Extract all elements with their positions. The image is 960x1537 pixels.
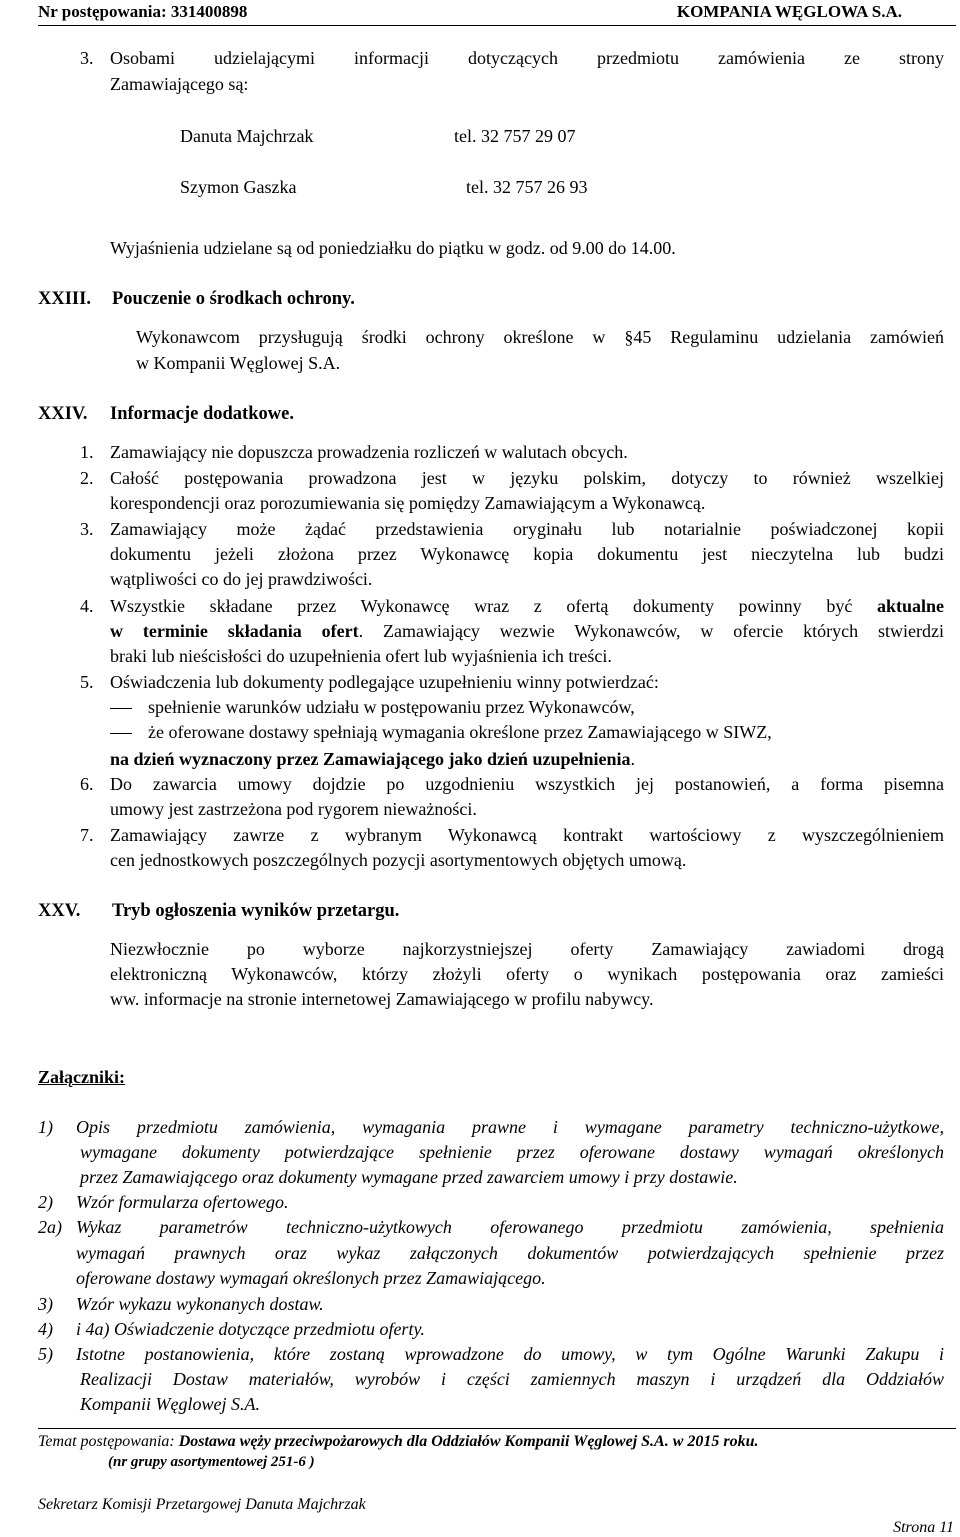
attachment-text: przez Zamawiającego oraz dokumenty wymagane przed zawarciem umowy i przy dostawie. <box>80 1167 738 1187</box>
item4-line2-text: . Zamawiający wezwie Wykonawców, w ofercie których stwierdzi <box>358 621 944 641</box>
sec23-line1: Wykonawcom przysługują środki ochrony określone w §45 Regulaminu udzielania zamówień <box>136 327 944 347</box>
attachment-number: 1) <box>38 1117 53 1137</box>
attachments-heading: Załączniki: <box>38 1067 126 1087</box>
item6-line2: umowy jest zastrzeżona pod rygorem nieważności. <box>110 799 477 819</box>
attachment-text: Wzór wykazu wykonanych dostaw. <box>76 1294 324 1314</box>
footer-group: (nr grupy asortymentowej 251-6 ) <box>108 1454 315 1470</box>
section-number: XXIV. <box>38 404 88 424</box>
attachment-text: wymagań prawnych oraz wykaz załączonych dokumentów potwierdzających spełnienie przez <box>76 1243 944 1263</box>
attachment-text: Realizacji Dostaw materiałów, wyrobów i części zamiennych maszyn i urządzeń dla Oddziałów <box>80 1369 944 1389</box>
attachment-number: 2) <box>38 1192 53 1212</box>
item5-line4 <box>110 749 635 770</box>
sec23-line2: w Kompanii Węglowej S.A. <box>136 353 341 373</box>
contact-phone: tel. 32 757 26 93 <box>466 177 588 197</box>
p3-number: 3. <box>80 48 94 68</box>
item4-line1 <box>110 596 944 617</box>
sec25-line2: elektroniczną Wykonawców, którzy złożyli oferty o wynikach postępowania oraz zamieści <box>110 964 944 984</box>
attachment-number: 4) <box>38 1319 53 1339</box>
p3-line1: Osobami udzielającymi informacji dotyczących przedmiotu zamówienia ze strony <box>110 48 944 68</box>
contact-name: Szymon Gaszka <box>180 177 297 197</box>
item-text: dokumentu jeżeli złożona przez Wykonawcę kopia dokumentu jest nieczytelna lub budzi <box>110 544 944 564</box>
item7-line2: cen jednostkowych poszczególnych pozycji asortymentowych objętych umową. <box>110 850 687 870</box>
item4-line1-text: Wszystkie składane przez Wykonawcę wraz z ofertą dokumenty powinny być <box>110 596 853 616</box>
item-number: 5. <box>80 672 94 692</box>
item4-line2 <box>110 621 944 642</box>
item5-emphasis: na dzień wyznaczony przez Zamawiającego jako dzień uzupełnienia <box>110 749 631 769</box>
item-number: 6. <box>80 774 94 794</box>
footer-topic-label: Temat postępowania: <box>38 1433 179 1450</box>
header-divider <box>38 25 956 26</box>
section-title: Informacje dodatkowe. <box>110 404 294 424</box>
footer-topic-value: Dostawa węży przeciwpożarowych dla Oddziałów Kompanii Węglowej S.A. w 2015 roku. <box>178 1433 759 1450</box>
item4-emphasis: w terminie składania ofert <box>110 621 359 641</box>
attachment-text: Opis przedmiotu zamówienia, wymagania prawne i wymagane parametry techniczno-użytkowe, <box>76 1117 944 1137</box>
item-number: 3. <box>80 519 94 539</box>
item6-line1: Do zawarcia umowy dojdzie po uzgodnieniu wszystkich jej postanowień, a forma pisemna <box>110 774 944 794</box>
consultation-hours: Wyjaśnienia udzielane są od poniedziałku do piątku w godz. od 9.00 do 14.00. <box>110 238 676 258</box>
p3-line2: Zamawiającego są: <box>110 74 249 94</box>
attachment-text: i 4a) Oświadczenie dotyczące przedmiotu oferty. <box>76 1319 425 1339</box>
section-title: Tryb ogłoszenia wyników przetargu. <box>112 901 400 921</box>
item5-dash-item: że oferowane dostawy spełniają wymagania określone przez Zamawiającego w SIWZ, <box>148 722 772 742</box>
item-number: 1. <box>80 442 94 462</box>
item4-emphasis: aktualne <box>876 596 945 616</box>
header-company: KOMPANIA WĘGLOWA S.A. <box>676 2 902 21</box>
footer-divider <box>38 1428 956 1429</box>
section-number: XXIII. <box>38 289 91 309</box>
page-number: Strona 11 <box>893 1519 954 1536</box>
attachment-text: Kompanii Węglowej S.A. <box>80 1394 260 1414</box>
footer-secretary: Sekretarz Komisji Przetargowej Danuta Majchrzak <box>38 1496 366 1513</box>
section-title: Pouczenie o środkach ochrony. <box>112 289 355 309</box>
sec25-line3: ww. informacje na stronie internetowej Zamawiającego w profilu nabywcy. <box>110 989 654 1009</box>
item5-period: . <box>630 749 635 769</box>
contact-name: Danuta Majchrzak <box>180 126 314 146</box>
item-text: Całość postępowania prowadzona jest w języku polskim, dotyczy to również wszelkiej <box>110 468 944 488</box>
sec25-line1: Niezwłocznie po wyborze najkorzystniejszej oferty Zamawiający zawiadomi drogą <box>110 939 944 959</box>
item-text: wątpliwości co do jej prawdziwości. <box>110 569 373 589</box>
attachment-text: oferowane dostawy wymagań określonych przez Zamawiającego. <box>76 1268 546 1288</box>
attachment-text: Wzór formularza ofertowego. <box>76 1192 289 1212</box>
item-number: 2. <box>80 468 94 488</box>
footer-topic <box>38 1433 759 1451</box>
header-case-number: Nr postępowania: 331400898 <box>38 2 248 21</box>
dash-bullet <box>110 708 132 709</box>
item-text: Zamawiający nie dopuszcza prowadzenia rozliczeń w walutach obcych. <box>110 442 628 462</box>
attachment-number: 5) <box>38 1344 53 1364</box>
item4-line3: braki lub nieścisłości do uzupełnienia ofert lub wyjaśnienia ich treści. <box>110 646 612 666</box>
attachment-number: 3) <box>38 1294 53 1314</box>
item-number: 4. <box>80 596 94 616</box>
contact-phone: tel. 32 757 29 07 <box>454 126 576 146</box>
item7-line1: Zamawiający zawrze z wybranym Wykonawcą kontrakt wartościowy z wyszczególnieniem <box>110 825 944 845</box>
item5-dash-item: spełnienie warunków udziału w postępowaniu przez Wykonawców, <box>148 697 635 717</box>
item-number: 7. <box>80 825 94 845</box>
item-text: korespondencji oraz porozumiewania się pomiędzy Zamawiającym a Wykonawcą. <box>110 493 706 513</box>
item-text: Zamawiający może żądać przedstawienia oryginału lub notarialnie poświadczonej kopii <box>110 519 944 539</box>
attachment-text: Istotne postanowienia, które zostaną wprowadzone do umowy, w tym Ogólne Warunki Zakupu i <box>76 1344 944 1364</box>
attachment-text: Wykaz parametrów techniczno-użytkowych oferowanego przedmiotu zamówienia, spełnienia <box>76 1217 944 1237</box>
dash-bullet <box>110 733 132 734</box>
section-number: XXV. <box>38 901 81 921</box>
item5-line1: Oświadczenia lub dokumenty podlegające uzupełnieniu winny potwierdzać: <box>110 672 659 692</box>
attachment-text: wymagane dokumenty potwierdzające spełnienie przez oferowane dostawy wymagań określonych <box>80 1142 944 1162</box>
attachment-number: 2a) <box>38 1217 62 1237</box>
